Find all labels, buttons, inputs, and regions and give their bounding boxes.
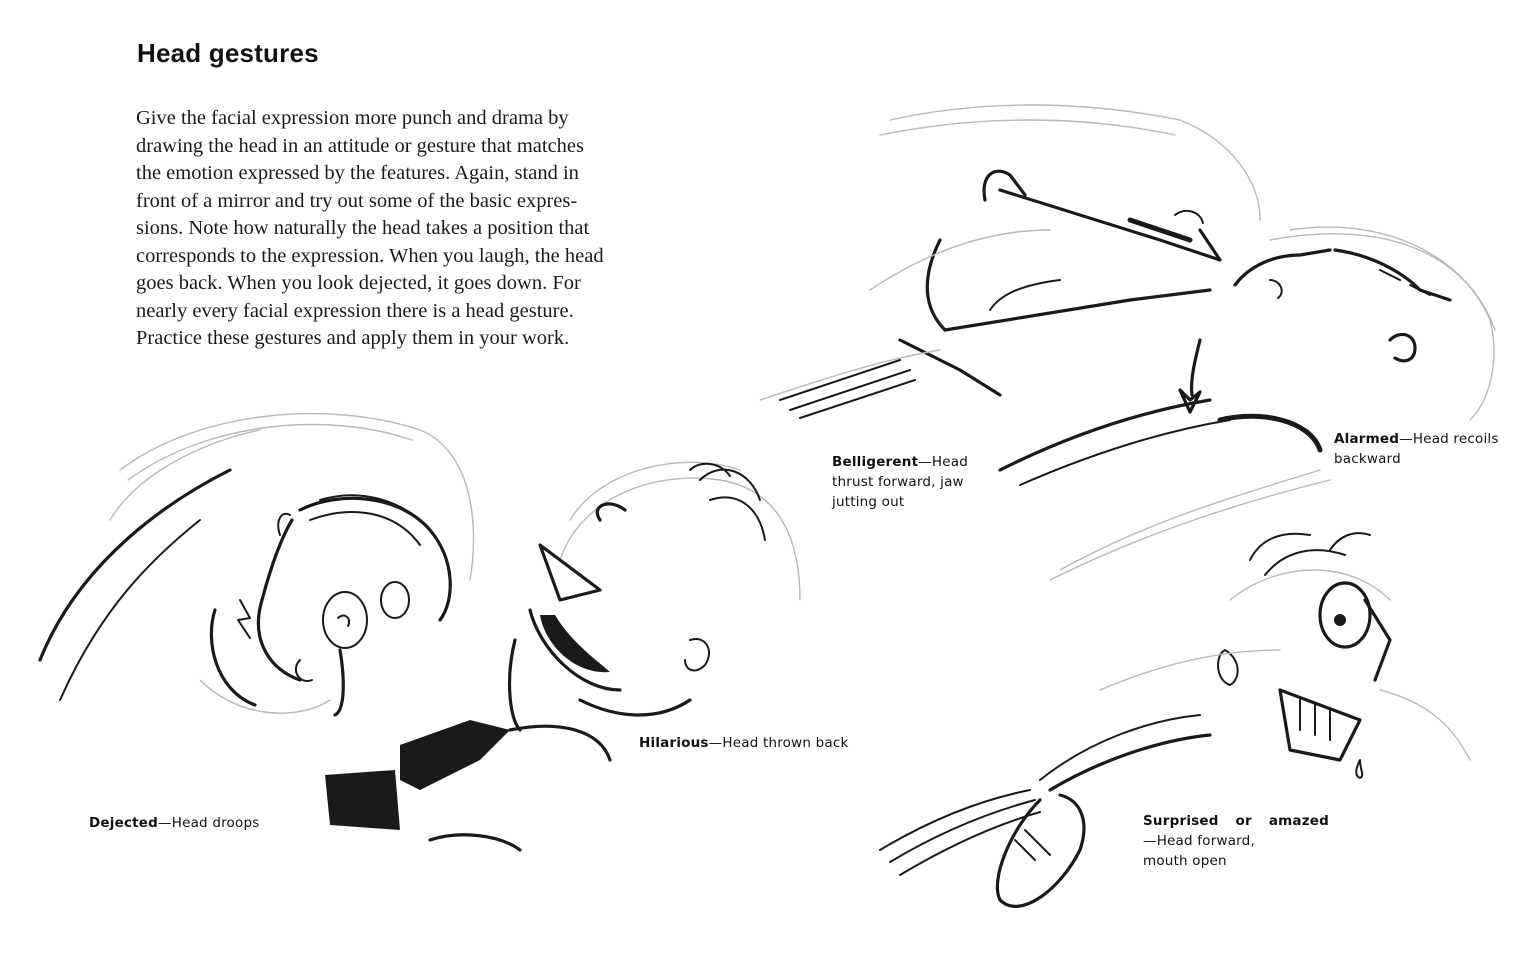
- caption-hilarious-name: Hilarious: [639, 735, 709, 751]
- caption-surprised: [1143, 811, 1343, 871]
- caption-belligerent: [832, 452, 992, 512]
- caption-belligerent-desc-1: —Head: [918, 454, 969, 470]
- caption-hilarious-desc: —Head thrown back: [708, 735, 849, 751]
- caption-hilarious: [639, 733, 849, 753]
- intro-paragraph: [136, 105, 696, 353]
- caption-surprised-desc-2: mouth open: [1143, 853, 1227, 869]
- intro-line: the emotion expressed by the features. Again, stand in: [136, 162, 579, 184]
- caption-alarmed: [1334, 429, 1524, 469]
- intro-line: sions. Note how naturally the head takes a position that: [136, 217, 590, 239]
- caption-dejected: [89, 813, 259, 833]
- intro-line: Give the facial expression more punch and drama by: [136, 107, 569, 129]
- page-title: Head gestures: [137, 38, 319, 68]
- belligerent-sketch: [760, 105, 1260, 418]
- dejected-sketch: [40, 414, 473, 715]
- alarmed-sketch: [1000, 227, 1495, 580]
- intro-line: goes back. When you look dejected, it goes down. For: [136, 272, 581, 294]
- caption-alarmed-desc-1: —Head recoils: [1399, 431, 1499, 447]
- intro-line: nearly every facial expression there is a head gesture.: [136, 299, 574, 322]
- hilarious-sketch: [325, 462, 800, 850]
- caption-surprised-desc-1: —Head forward,: [1143, 833, 1255, 849]
- caption-alarmed-name: Alarmed: [1334, 431, 1400, 447]
- intro-line: front of a mirror and try out some of the basic expres-: [136, 189, 578, 212]
- caption-dejected-desc: —Head droops: [158, 815, 260, 831]
- intro-line: drawing the head in an attitude or gesture that matches: [136, 134, 584, 157]
- intro-line: Practice these gestures and apply them in your work.: [136, 327, 570, 349]
- caption-alarmed-desc-2: backward: [1334, 451, 1401, 467]
- caption-dejected-name: Dejected: [89, 815, 159, 831]
- caption-belligerent-name: Belligerent: [832, 454, 919, 470]
- caption-surprised-name: Surprised or amazed: [1143, 813, 1329, 829]
- caption-belligerent-desc-2: thrust forward, jaw: [832, 474, 964, 490]
- intro-line: corresponds to the expression. When you laugh, the head: [136, 244, 604, 267]
- caption-belligerent-desc-3: jutting out: [832, 494, 905, 510]
